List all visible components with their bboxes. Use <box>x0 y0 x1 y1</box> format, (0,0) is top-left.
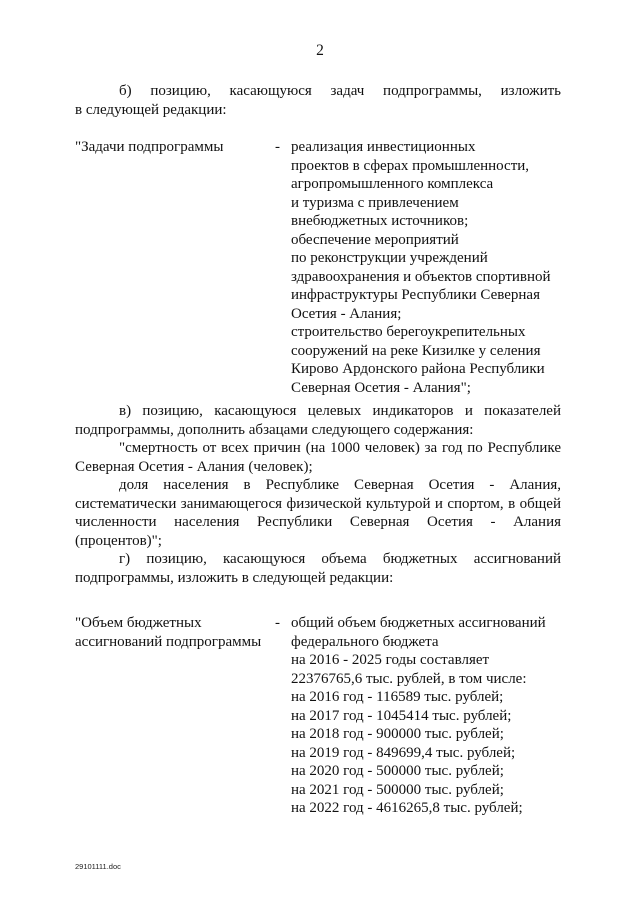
paragraph-v-line: (процентов)"; <box>75 532 162 549</box>
budget-label <box>75 614 275 651</box>
budget-line: на 2016 - 2025 годы составляет <box>291 652 490 668</box>
tasks-line: внебюджетных источников; <box>291 213 469 229</box>
tasks-dash: - <box>275 139 280 155</box>
document-filename: 29101111.doc <box>75 862 121 871</box>
budget-label-line-1: "Объем бюджетных <box>75 615 202 631</box>
tasks-line: проектов в сферах промышленности, <box>291 157 530 174</box>
page-number: 2 <box>316 42 324 59</box>
budget-line: на 2020 год - 500000 тыс. рублей; <box>291 763 504 779</box>
tasks-line: здравоохранения и объектов спортивной <box>291 268 551 285</box>
paragraph-g-line: подпрограммы, изложить в следующей редакции: <box>75 569 394 586</box>
budget-line: федерального бюджета <box>291 633 439 650</box>
budget-label-line-2: ассигнований подпрограммы <box>75 633 262 650</box>
tasks-line: строительство берегоукрепительных <box>291 324 526 340</box>
paragraph-g-line: г) позицию, касающуюся объема бюджетных ассигнований <box>119 551 561 567</box>
budget-line: на 2019 год - 849699,4 тыс. рублей; <box>291 744 516 761</box>
tasks-line: инфраструктуры Республики Северная <box>291 287 540 303</box>
tasks-line: реализация инвестиционных <box>291 139 476 155</box>
paragraph-b <box>75 82 561 119</box>
tasks-line: агропромышленного комплекса <box>291 176 494 192</box>
budget-line: на 2016 год - 116589 тыс. рублей; <box>291 689 504 705</box>
paragraph-v-line: Северная Осетия - Алания (человек); <box>75 458 313 475</box>
paragraph-v <box>75 402 561 587</box>
tasks-line: Северная Осетия - Алания"; <box>291 379 471 396</box>
paragraph-v-line: "смертность от всех причин (на 1000 человек) за год по Республике <box>119 440 561 456</box>
paragraph-v-line: подпрограммы, дополнить абзацами следующего содержания: <box>75 421 474 438</box>
paragraph-b-line-2: в следующей редакции: <box>75 101 227 118</box>
tasks-line: Осетия - Алания; <box>291 305 402 322</box>
budget-line: 22376765,6 тыс. рублей, в том числе: <box>291 670 527 687</box>
budget-line: общий объем бюджетных ассигнований <box>291 615 546 631</box>
paragraph-v-line: численности населения Республики Северная Осетия - Алания <box>75 514 561 530</box>
tasks-line: Кирово Ардонского района Республики <box>291 361 545 377</box>
budget-line: на 2021 год - 500000 тыс. рублей; <box>291 781 504 798</box>
budget-line: на 2022 год - 4616265,8 тыс. рублей; <box>291 800 523 816</box>
paragraph-b-line-1: б) позицию, касающуюся задач подпрограммы, изложить <box>119 83 561 99</box>
paragraph-v-line: в) позицию, касающуюся целевых индикаторов и показателей <box>119 403 561 419</box>
tasks-label: "Задачи подпрограммы <box>75 139 224 155</box>
tasks-line: сооружений на реке Кизилке у селения <box>291 342 541 359</box>
budget-line: на 2017 год - 1045414 тыс. рублей; <box>291 707 512 724</box>
tasks-line: обеспечение мероприятий <box>291 231 459 248</box>
paragraph-v-line: доля населения в Республике Северная Осетия - Алания, <box>119 477 561 493</box>
budget-line: на 2018 год - 900000 тыс. рублей; <box>291 726 504 742</box>
budget-content <box>291 614 571 818</box>
tasks-line: по реконструкции учреждений <box>291 250 488 266</box>
tasks-content <box>291 138 571 397</box>
paragraph-v-line: систематически занимающегося физической культурой и спортом, в общей <box>75 495 561 512</box>
budget-dash: - <box>275 615 280 631</box>
tasks-line: и туризма с привлечением <box>291 194 459 211</box>
